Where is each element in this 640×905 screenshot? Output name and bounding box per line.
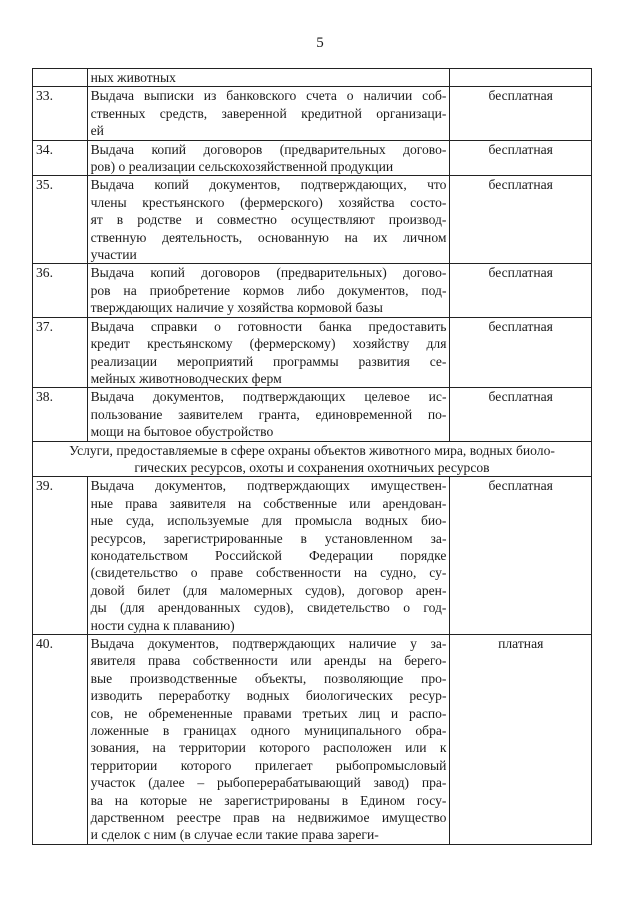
description-line: ресурсов, зарегистрированные в установленном за-: [90, 530, 447, 546]
table-row: [33, 477, 592, 635]
service-description: [87, 264, 450, 317]
description-line: вые производственные объекты, позволяющие про-: [90, 670, 447, 686]
service-description: [87, 477, 450, 635]
description-line: ственную деятельность, основанную на их личном: [90, 229, 447, 245]
description-line: ности судна к плаванию): [90, 617, 235, 633]
service-description: [87, 635, 450, 845]
table-row: [33, 69, 592, 87]
fee-status: бесплатная: [450, 317, 592, 388]
row-number: 40.: [33, 635, 88, 845]
table-row: [33, 176, 592, 264]
fee-status: бесплатная: [450, 388, 592, 441]
service-description: [87, 176, 450, 264]
row-number: 36.: [33, 264, 88, 317]
fee-status: платная: [450, 635, 592, 845]
description-line: довой билет (для маломерных судов), договор арен-: [90, 582, 447, 598]
table-row: [33, 264, 592, 317]
description-line: территории которого прилегает рыбопромысловый: [90, 757, 447, 773]
table-row: [33, 140, 592, 176]
fee-status: бесплатная: [450, 264, 592, 317]
section-heading: [33, 441, 592, 477]
description-line: члены крестьянского (фермерского) хозяйства состо-: [90, 194, 447, 210]
description-line: участок (далее – рыбоперерабатывающий завод) пра-: [90, 775, 447, 791]
description-line: Выдача справки о готовности банка предоставить: [90, 318, 447, 334]
table-row: [33, 317, 592, 388]
description-line: мейных животноводческих ферм: [90, 370, 282, 386]
description-line: кредит крестьянскому (фермерскому) хозяйству для: [90, 336, 447, 352]
description-line: Выдача выписки из банковского счета о наличии соб-: [90, 88, 447, 104]
description-line: зования, на территории которого расположен или к: [90, 740, 447, 756]
description-line: мощи на бытовое обустройство: [90, 424, 274, 440]
description-line: ные суда, используемые для промысла водных био-: [90, 513, 447, 529]
services-table: [32, 68, 592, 845]
description-line: ров) о реализации сельскохозяйственной продукции: [90, 159, 394, 175]
section-heading-line: гических ресурсов, охоты и сохранения охотничьих ресурсов: [134, 459, 490, 475]
row-number: 39.: [33, 477, 88, 635]
section-heading-line: Услуги, предоставляемые в сфере охраны объектов животного мира, водных биоло-: [69, 442, 555, 458]
description-line: дарственном реестре прав на недвижимое имущество: [90, 810, 447, 826]
services-table-body: [33, 69, 592, 845]
description-line: ят в родстве и совместно осуществляют производ-: [90, 212, 447, 228]
table-row: [33, 635, 592, 845]
row-number: [33, 69, 88, 87]
description-line: и сделок с ним (в случае если такие права зареги-: [90, 827, 379, 843]
description-line: ложенные в границах одного муниципального обра-: [90, 723, 447, 739]
description-line: участии: [90, 247, 137, 263]
fee-status: бесплатная: [450, 87, 592, 140]
description-line: ей: [90, 123, 104, 139]
description-line: Выдача документов, подтверждающих имуществен-: [90, 478, 447, 494]
description-line: Выдача документов, подтверждающих наличие у за-: [90, 636, 447, 651]
table-row: [33, 388, 592, 441]
description-line: ва на которые не зарегистрированы в Едином госу-: [90, 792, 447, 808]
description-line: тверждающих наличие у хозяйства кормовой базы: [90, 300, 383, 316]
fee-status: [450, 69, 592, 87]
description-line: Выдача копий договоров (предварительных) догово-: [90, 265, 447, 281]
description-line: реализации мероприятий программы развития се-: [90, 353, 447, 369]
description-line: изводить переработку водных биологических ресур-: [90, 688, 447, 704]
description-line: пользование заявителем гранта, единовременной по-: [90, 406, 447, 422]
row-number: 34.: [33, 140, 88, 176]
row-number: 33.: [33, 87, 88, 140]
service-description: [87, 388, 450, 441]
row-number: 37.: [33, 317, 88, 388]
description-line: ные права заявителя на собственные или арендован-: [90, 495, 447, 511]
description-line: ственных средств, заверенной кредитной организаци-: [90, 105, 447, 121]
service-description: [87, 87, 450, 140]
fee-status: бесплатная: [450, 176, 592, 264]
table-row: [33, 87, 592, 140]
description-line: Выдача документов, подтверждающих целевое ис-: [90, 389, 447, 405]
description-line: ных животных: [90, 70, 176, 85]
row-number: 38.: [33, 388, 88, 441]
description-line: ды (для арендованных судов), свидетельство о год-: [90, 600, 447, 616]
row-number: 35.: [33, 176, 88, 264]
fee-status: бесплатная: [450, 477, 592, 635]
page-number: 5: [316, 35, 324, 51]
description-line: ров на приобретение кормов либо документов, под-: [90, 282, 447, 298]
description-line: конодательством Российской Федерации порядке: [90, 547, 447, 563]
description-line: Выдача копий документов, подтверждающих, что: [90, 177, 447, 193]
description-line: явителя права собственности или аренды на берего-: [90, 653, 447, 669]
description-line: (свидетельство о праве собственности на судно, су-: [90, 565, 447, 581]
service-description: [87, 140, 450, 176]
service-description: [87, 317, 450, 388]
fee-status: бесплатная: [450, 140, 592, 176]
service-description: [87, 69, 450, 87]
description-line: Выдача копий договоров (предварительных догово-: [90, 141, 447, 157]
description-line: сов, не обремененные правами третьих лиц и распо-: [90, 705, 447, 721]
section-heading-row: [33, 441, 592, 477]
